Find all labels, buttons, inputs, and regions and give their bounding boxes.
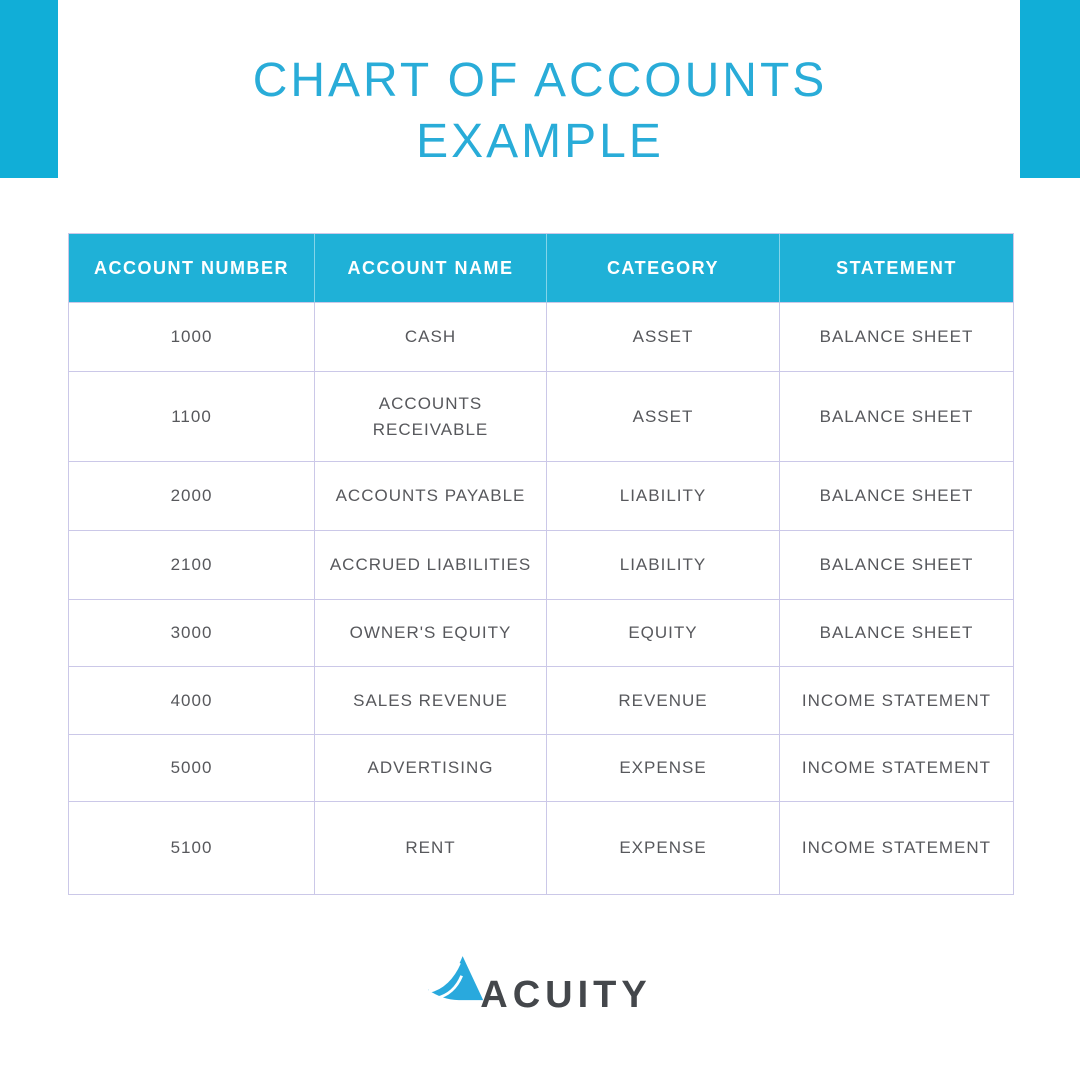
table-cell: SALES REVENUE: [315, 667, 547, 735]
table-cell: ACCOUNTS PAYABLE: [315, 462, 547, 531]
table-cell: INCOME STATEMENT: [801, 838, 992, 857]
table-cell: 2000: [69, 462, 315, 531]
table-cell: 5100: [69, 802, 315, 894]
table-cell: 1000: [69, 303, 315, 372]
table-cell: EXPENSE: [547, 802, 780, 894]
table-cell: BALANCE SHEET: [780, 531, 1013, 600]
page-title-line-1: CHART OF ACCOUNTS: [252, 54, 828, 107]
table-cell: BALANCE SHEET: [780, 600, 1013, 667]
mountain-road-icon: [428, 956, 486, 1003]
table-cell: 5000: [69, 735, 315, 802]
table-cell: BALANCE SHEET: [780, 303, 1013, 372]
table-cell: LIABILITY: [547, 531, 780, 600]
table-cell: 2100: [69, 531, 315, 600]
acuity-logo: [0, 956, 1080, 1014]
column-header-account-number: ACCOUNT NUMBER: [69, 234, 315, 303]
table-cell: 3000: [69, 600, 315, 667]
table-cell: INCOME STATEMENT: [780, 735, 1013, 802]
table-cell: ACCOUNTS RECEIVABLE: [315, 372, 547, 462]
column-header-category: CATEGORY: [547, 234, 780, 303]
page-title: [0, 50, 1080, 172]
table-cell: REVENUE: [547, 667, 780, 735]
logo-text: ACUITY: [480, 974, 652, 1016]
page-title-line-2: EXAMPLE: [416, 115, 664, 168]
table-cell: RENT: [315, 802, 547, 894]
table-cell: ADVERTISING: [315, 735, 547, 802]
table-cell: 1100: [69, 372, 315, 462]
table-cell: LIABILITY: [547, 462, 780, 531]
table-cell: OWNER'S EQUITY: [315, 600, 547, 667]
column-header-statement: STATEMENT: [780, 234, 1013, 303]
column-header-account-name: ACCOUNT NAME: [315, 234, 547, 303]
table-cell: CASH: [315, 303, 547, 372]
table-cell: 4000: [69, 667, 315, 735]
table-cell: INCOME STATEMENT: [780, 667, 1013, 735]
table-cell: BALANCE SHEET: [780, 372, 1013, 462]
table-cell: BALANCE SHEET: [780, 462, 1013, 531]
chart-of-accounts-table: [68, 233, 1014, 895]
table-cell: EQUITY: [547, 600, 780, 667]
table-cell: ASSET: [547, 303, 780, 372]
table-cell: ACCRUED LIABILITIES: [315, 531, 547, 600]
table-cell: EXPENSE: [547, 735, 780, 802]
table-cell: ASSET: [547, 372, 780, 462]
